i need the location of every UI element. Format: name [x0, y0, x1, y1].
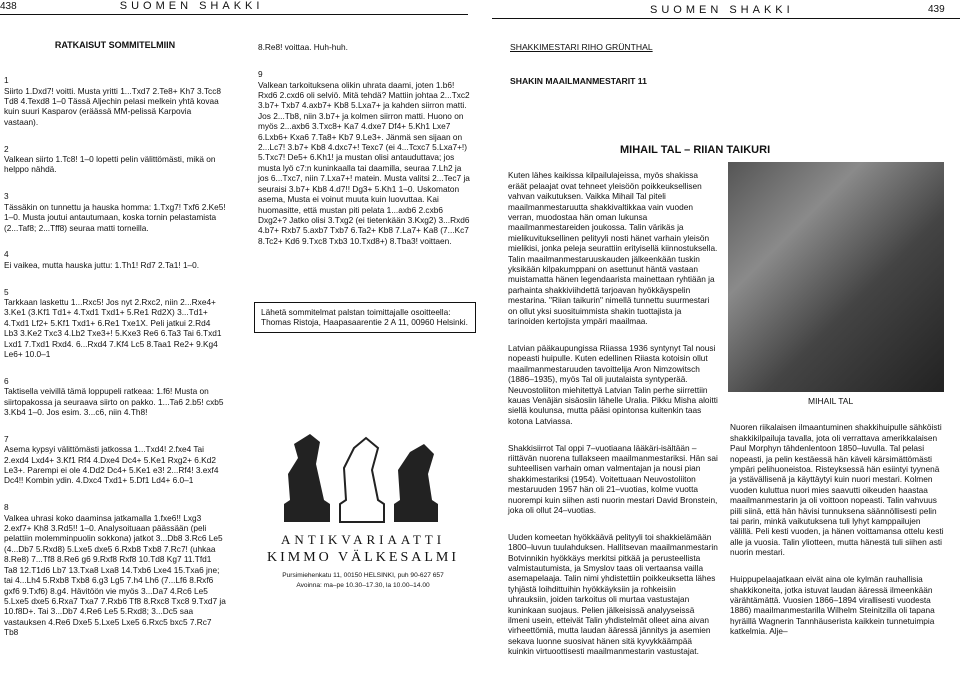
right-header-rule [492, 18, 960, 19]
solution-1: 1 Siirto 1.Dxd7! voitti. Musta yritti 1...Txd7 2.Te8+ Kh7 3.Tcc8 Td8 4.Texd8 1–0 Tässä Aljechin pelasi melkein yhtä kovaa kuin suuri Kasparov (eräässä MM-pelissä Karpovia vastaan). [4, 75, 221, 127]
article-section-label: SHAKKIMESTARI RIHO GRÜNTHAL [510, 42, 653, 52]
solution-2: 2 Valkean siirto 1.Tc8! 1–0 lopetti pelin välittömästi, mikä on helppo nähdä. [4, 143, 216, 175]
right-running-title: SUOMEN SHAKKI [650, 4, 794, 16]
solution-6: 6 Taktisella veivillä tämä loppupeli ratkeaa: 1.f6! Musta on siirtopakossa ja seuraava siirto on pakko. 1...Ta6 2.b5! cxb5 3.Kb4 1–0. Jos esim. 3...c6, niin 4.Th8! [4, 375, 224, 417]
submission-note-box [254, 302, 476, 333]
solution-5: 5 Tarkkaan laskettu 1...Rxc5! Jos nyt 2.Rxc2, niin 2...Rxe4+ 3.Ke1 (3.Kf1 Td1+ 4.Txd1 Txd1+ 5.Re1 Rd2X) 3...Td1+ 4.Txd1 Lf2+ 5.Kf1 Txd1+ 6.Re1 Txe1X. Peli jatkui 2.Rd4 Lb3 3.Ke2 Txc3 4.Lb2 Txe3+! 5.Kxe3 Re6 6.Ta3 Tai 6.Txd1 Lxd1 7.Txd1 Rxd4. 6...Rxd4 7.Kf4 Lc5 8.Taa1 Re2+ 9.Kg4 Le6+ 10.0–1 [4, 286, 222, 359]
submission-note: Lähetä sommitelmat palstan toimittajalle osoitteella: Thomas Ristoja, Haapasaarentie 2 A 11, 00960 Helsinki. [261, 307, 468, 328]
chess-knights-logo [254, 404, 472, 524]
solution-8: 8 Valkea uhrasi koko daaminsa jatkamalla 1.fxe6!! Lxg3 2.exf7+ Kh8 3.Rd5!! 1–0. Analysoituaan päässään (peli pelattiin molemminpuolin sokkona) jatkot 3...Db8 3.Rc6 Le5 (4...Db7 5.Rxd8) 5.Lxe5 dxe5 6.Rxb8 Txb8 7.Rc7! (uhkaa 8.Re8) 7...Tf8 8.Re6 g6 9.Rxf8 Rxf8 10.Td8 Kg7 11.Tfd1 Ta8 12.T1d6 Lb7 13.Txa8 Lxa8 14.Txb6 Lxe4 15.Txa6 jne; tai 4...Lh4 5.Rxb8 Txb8 6.g3 Lg5 7.h4 Lh6 (7...Lf6 8.Rxf6 gxf6 9.Txf6) 8.g4. Hävitöön vie myös 3...Da7 4.Rc6 Le5 5.Lxe5 dxe5 6.Rxa7 Txa7 7.Rxb6 Tf8 8.Rxc8 Txc8 9.Txd7 ja 10.f8D+. Tai 3...Db7 4.Re6 Le5 5.Rxd8; 3...Dc5 saa vastauksen 4.Re6 Dxe5 5.Lxe5 Lxe5 6.Rxc5 bxc5 7.Rc7 Tb8 [4, 502, 226, 638]
right-page-header [492, 0, 960, 16]
solutions-column-continued [258, 32, 472, 263]
solution-3: 3 Tässäkin on tunnettu ja hauska homma: 1.Txg7! Txf6 2.Ke5! 1–0. Musta joutui antautumaan, koska tornin pelastamista (2...Taf8; 2...Tff8) seuraa matti torneilla. [4, 191, 226, 233]
article-column-2 [730, 412, 944, 653]
solution-8-end: 8.Re8! voittaa. Huh-huh. [258, 42, 348, 53]
left-page-number: 438 [0, 1, 17, 12]
solution-7: 7 Asema kypsyi välittömästi jatkossa 1...Txd4! 2.fxe4 Tai 2.exd4 Lxd4+ 3.Kf1 Rf4 4.Dxe4 Dc4+ 5.Ke1 Rxg2+ 6.Kd2 Le3+. Parempi ei ole 4.Dd2 Dc4+ 5.Ke1 e3! 2...Rf4! 3.exf4 Dc4!! Kombin ydin. 4.Dxc4 Txd1+ 5.Df1 Ld4+ 6.0–1 [4, 433, 219, 486]
solution-9: 9 Valkean tarkoituksena olikin uhrata daami, joten 1.b6! Rxd6 2.cxd6 oli selviö. Mitä tehdä? Mattiin johtaa 2...Txc2 3.b7+ Txb7 4.axb7+ Kb8 5.Lxa7+ ja kahden siirron matti. Jos 2...Tb8, niin 3.b7+ ja kolmen siirron matti. Huono on myös 2...axb6 3.Txc8+ Ka7 4.dxe7 Df4+ 5.Kh1 Lxe7 6.Lxb6+ Kxa6 7.Ta8+ Kb7 9.Le3+. Jänmä sen sijaan on 2...Lc7! 3.b7+ Kb8 4.dxc7+! Texc7 (ei 4...Tcxc7 5.Lxa7+!) 5.Txc7! De5+ 6.Kh1! ja mustan olisi antauduttava; jos musta lyö c7:n kuninkaalla tai daamilla, seuraa 7.Lh2 ja jos 6...Txc7, niin 7.Lxa7+! matein. Musta valitsi 2...Tec7 ja seuraisi 3.b7+ Kb8 4.d7!! Dg3+ 5.Kh1 1–0. Uskomaton asema, Musta ei voinut muuta kuin luovuttaa. Kai huomasitte, että mustan piti pelata 1...axb6 2.cxb6 Dxg2+? Jatko olisi 3.Txg2 (ei tietenkään 3.Kxg2) 3...Rxd6 4.b7+ Rxb7 5.axb7 Txb7 6.Ta2+ Kb8 7.La7+ Ka8 (7...Kc7 8.Tc2+ Kd6 9.Txc8 Txb3 10.Txd8+) 8.Tba3! voittaen. [258, 69, 470, 246]
left-header-rule [0, 14, 468, 15]
solutions-column [4, 30, 226, 654]
article-series-subtitle: SHAKIN MAAILMANMESTARIT 11 [510, 76, 647, 86]
mihail-tal-photo [728, 162, 944, 392]
article-title: MIHAIL TAL – RIIAN TAIKURI [620, 144, 771, 156]
right-page-number: 439 [928, 4, 945, 15]
article-paragraph-6: Huippupelaajatkaan eivät aina ole kylmän rauhallisia shakkikoneita, jotka istuvat laudan ääressä ilmeenkään värähtämättä. Vuosien 1866–1894 virallisesti vuodesta 1886) maailmanmestarilla Wilhelm Steinitzilla oli tapana hyräillä Wagnerin Tannhäuserista kaikkein tunnetuimpia katkelmia. Alje– [730, 574, 935, 637]
article-paragraph-5: Nuoren riikalaisen ilmaantuminen shakkihuipulle sähköisti shakkikilpailuja tavalla, jota oli verrattava amerikkalaisen Paul Morphyn tähdenlentoon 1850–luvulla. Tal pelasi nopeasti, ja pelin kestäessä hän käveli kärsimättömästi ympäri pelihuoneistoa. Risteyksessä hän esiintyi tyynenä ja ystävällisenä ja käyttäytyi kuin nuori mestari. Kolmen vuoden kuluttua nuori mies saavutti oikeuden haastaa maailmanmestarin ja oli voittoon nopeasti. Talin vahvuus piili siinä, että hän hävisi tunnuksena säännöllisesti pelin tai parin, minkä vaikutuksena tuli lyhyt kamppailujen välillä. Peli kesti vuoden, ja hänen voittamansa ottelu kesti alle ja vuosia. Talin yliotteen, mutta hänestä tuli siihen asti nuorin mestari. [730, 422, 944, 558]
article-paragraph-3: Shakkisiirrot Tal oppi 7–vuotiaana lääkäri-isältään – riittävän nuorena tullakseen maailmanmestariksi. Hän sai suhteellisen varhain oman valmentajan ja nousi pian shakkimestariksi (1954). Voitettuaan Neuvostoliiton mestaruuden 1957 hän oli 21–vuotias, kolme vuotta nuorempi kuin siihen asti nuorin mestari David Bronstein, joka oli ollut 24–vuotias. [508, 442, 718, 515]
article-paragraph-1: Kuten lähes kaikissa kilpailulajeissa, myös shakissa eräät pelaajat ovat tehneet yleisöön poikkeuksellisen vahvan vaikutuksen. Vaikka Mihail Tal piteli maailmanmestaruutta shakkivaltikkaa vain vuoden verran, muodostaa hän oman lukunsa maailmanmestareiden joukossa. Talin värikäs ja mielikuvituksellinen pelityyli nosti hänet varhain yleisön mielikisi, jonka peleja seurattiin erityisellä kiinnostuksella. Talin maailmanmestaruuskauden jälkeenkään tuskin yksikään kilpakumppani on asettunut häntä vastaan muistamatta hänen legendaarista mainettaan ryhtiään ja parhainta shakkiviihdettä tarjoavan hyökkäyspelin mestarina. "Riian taikurin" nimellä tunnettu suurmestari on ollut yksi suosituimmista shakin tuottajista ja tarinoiden kertojista ympäri maailmaa. [508, 170, 718, 327]
antikvariaatti-title: ANTIKVARIAATTI [280, 532, 446, 547]
article-column-1 [508, 160, 718, 673]
antikvariaatti-address: Pursimiehenkatu 11, 00150 HELSINKI, puh 90-627 657 [282, 572, 444, 579]
article-paragraph-2: Latvian pääkaupungissa Riiassa 1936 syntynyt Tal nousi nopeasti huipulle. Kuten edellinen Riiasta kotoisin ollut maailmanmestaruuden tavoittelija Aron Nimzowitsch (1886–1935), myös Tal oli juutalaista syntyperää. Neuvostoliiton miehitettyä Latvian Talin perhe siirrettiin kauas Venäjän sisäosiin lähelle Uralia. Pikku Misha aloitti siellä koulunsa, mutta pääsi opintonsa kuitenkin taas kotona Latviassa. [508, 342, 718, 426]
photo-caption: MIHAIL TAL [808, 396, 854, 406]
article-paragraph-4: Uuden komeetan hyökkäävä pelityyli toi shakkielämään 1800–luvun tuulahduksen. Hallitsevan maailmanmestarin Botvinnikin hyökkäys merkitsi pitkää ja perusteellista valmistautumista, ja Smyslov taas oli vertaansa vailla asemapelaaja. Talin nimi yhdistettiin poikkeuksetta lähes tyhjästä loihdittuihin hyökkäyksiin ja rohkeisiin uhrauksiin, joiden tarkoitus oli murtaa vastustajan kuninkaan suojaus. Pelien jälkeisissä analyyseissä ilmeni usein, etteivät Talin yhdistelmät olleet aina aivan virheettömiä, mutta laudan ääressä jännitys ja asemien sekava luonne suosivat hänen sitä kyvykkäämpää kuinkin virtuoottisesti maailmanmestarin vastustajat. [508, 531, 718, 657]
solution-4: 4 Ei vaikea, mutta hauska juttu: 1.Th1! Rd7 2.Ta1! 1–0. [4, 249, 200, 270]
antikvariaatti-name: KIMMO VÄLKESALMI [266, 550, 460, 565]
antikvariaatti-ad [254, 404, 472, 674]
antikvariaatti-hours: Avoinna: ma–pe 10.30–17.30, la 10.00–14.00 [296, 582, 430, 589]
left-running-title: SUOMEN SHAKKI [119, 0, 264, 12]
solutions-heading: RATKAISUT SOMMITELMIIN [54, 40, 176, 51]
